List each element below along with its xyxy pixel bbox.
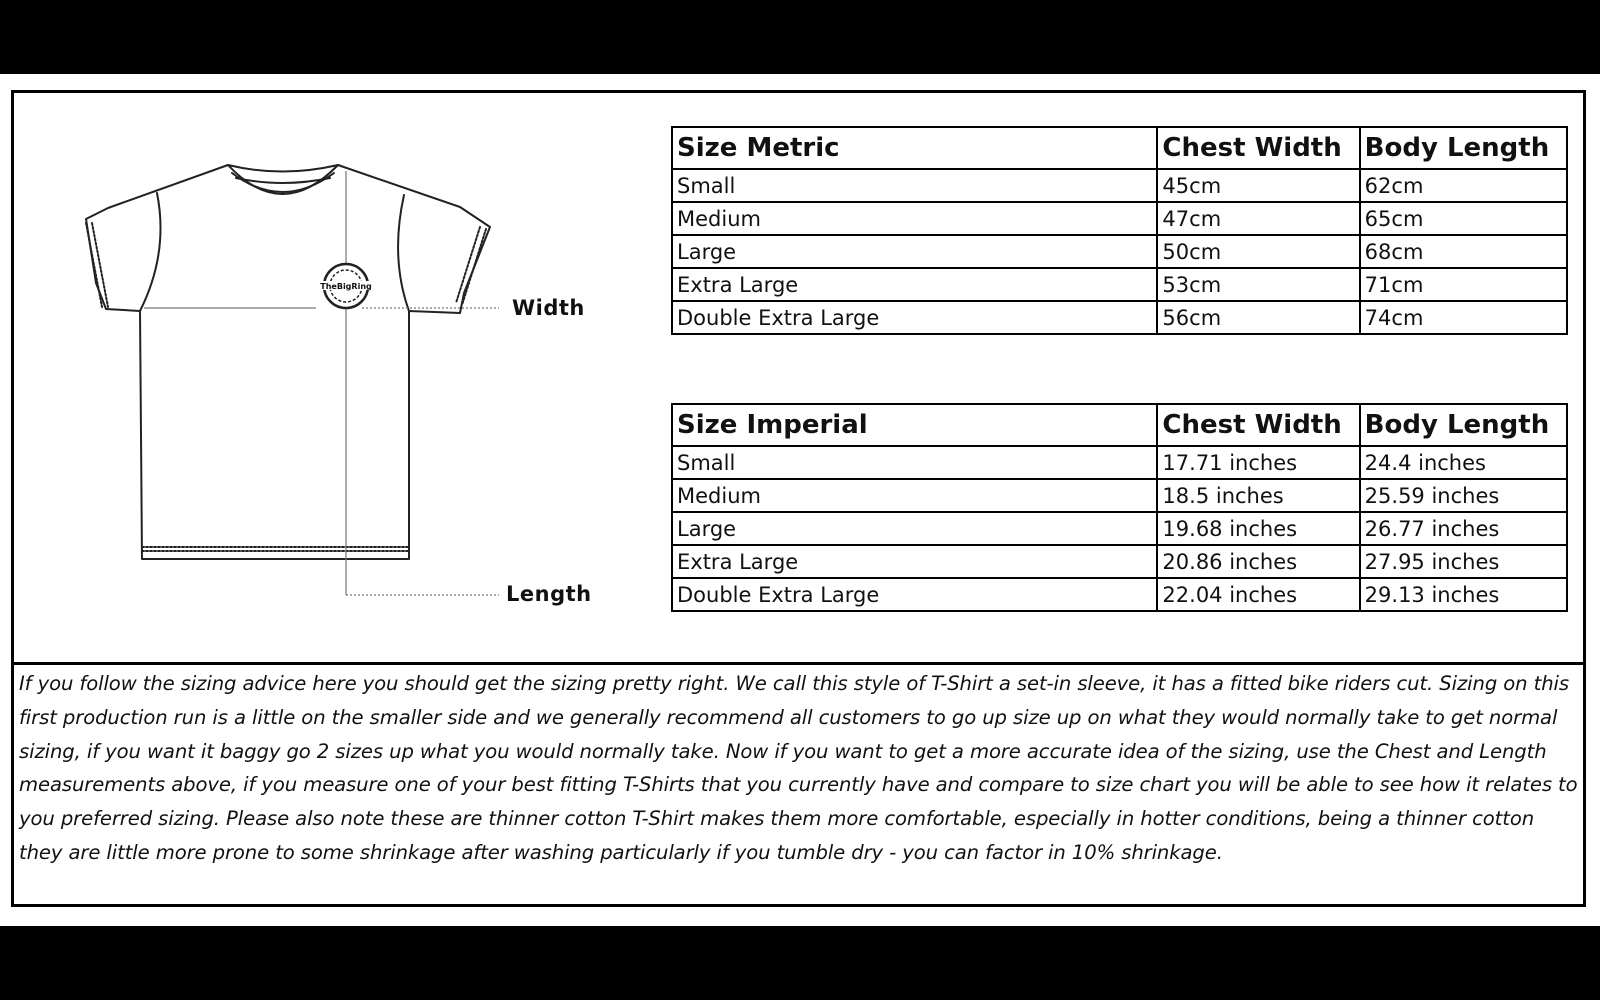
table-header-row xyxy=(672,127,1567,169)
size-cell: Double Extra Large xyxy=(672,301,1157,334)
metric-size-table xyxy=(671,126,1568,335)
table-row xyxy=(672,169,1567,202)
table-row xyxy=(672,446,1567,479)
chest-cell: 20.86 inches xyxy=(1157,545,1359,578)
size-cell: Large xyxy=(672,235,1157,268)
chest-cell: 45cm xyxy=(1157,169,1359,202)
chest-cell: 47cm xyxy=(1157,202,1359,235)
sizing-advice-text: If you follow the sizing advice here you should get the sizing pretty right. We call this style of T-Shirt a set-in sleeve, it has a fitted bike riders cut. Sizing on this first production run is a little on the smaller side and we generally recommend all customers to go up size up on what they would normally take to get normal sizing, if you want it baggy go 2 sizes up what you would normally take. Now if you want to get a more accurate idea of the sizing, use the Chest and Length measurements above, if you measure one of your best fitting T-Shirts that you currently have and compare to size chart you will be able to see how it relates to you preferred sizing. Please also note these are thinner cotton T-Shirt makes them more comfortable, especially in hotter conditions, being a thinner cotton they are little more prone to some shrinkage after washing particularly if you tumble dry - you can factor in 10% shrinkage. xyxy=(19,672,1578,864)
length-cell: 29.13 inches xyxy=(1360,578,1567,611)
length-cell: 25.59 inches xyxy=(1360,479,1567,512)
length-cell: 74cm xyxy=(1360,301,1567,334)
length-label: Length xyxy=(506,582,592,606)
table-row xyxy=(672,512,1567,545)
length-cell: 27.95 inches xyxy=(1360,545,1567,578)
brand-logo-text: TheBigRing xyxy=(320,282,372,291)
header-body-length: Body Length xyxy=(1360,127,1567,169)
letterbox-bottom xyxy=(0,926,1600,1000)
size-cell: Small xyxy=(672,446,1157,479)
size-cell: Medium xyxy=(672,479,1157,512)
chest-cell: 50cm xyxy=(1157,235,1359,268)
chest-cell: 18.5 inches xyxy=(1157,479,1359,512)
size-cell: Small xyxy=(672,169,1157,202)
size-cell: Medium xyxy=(672,202,1157,235)
table-header-row xyxy=(672,404,1567,446)
width-label: Width xyxy=(512,296,585,320)
header-size-imperial: Size Imperial xyxy=(672,404,1157,446)
chest-cell: 56cm xyxy=(1157,301,1359,334)
table-row xyxy=(672,545,1567,578)
chest-cell: 19.68 inches xyxy=(1157,512,1359,545)
table-row xyxy=(672,479,1567,512)
size-cell: Large xyxy=(672,512,1157,545)
header-chest-width: Chest Width xyxy=(1157,404,1359,446)
size-chart-canvas xyxy=(0,74,1600,926)
brand-logo xyxy=(320,264,372,308)
size-chart-frame xyxy=(11,90,1586,907)
length-cell: 65cm xyxy=(1360,202,1567,235)
letterbox-top xyxy=(0,0,1600,74)
chest-cell: 53cm xyxy=(1157,268,1359,301)
chest-cell: 22.04 inches xyxy=(1157,578,1359,611)
tshirt-outline xyxy=(86,165,490,559)
length-cell: 24.4 inches xyxy=(1360,446,1567,479)
table-row xyxy=(672,301,1567,334)
length-cell: 62cm xyxy=(1360,169,1567,202)
chest-cell: 17.71 inches xyxy=(1157,446,1359,479)
table-row xyxy=(672,235,1567,268)
length-cell: 71cm xyxy=(1360,268,1567,301)
tshirt-diagram xyxy=(44,123,624,623)
size-cell: Extra Large xyxy=(672,268,1157,301)
header-size-metric: Size Metric xyxy=(672,127,1157,169)
sizing-advice xyxy=(19,665,1579,905)
size-cell: Extra Large xyxy=(672,545,1157,578)
size-cell: Double Extra Large xyxy=(672,578,1157,611)
table-row xyxy=(672,578,1567,611)
table-row xyxy=(672,268,1567,301)
length-cell: 26.77 inches xyxy=(1360,512,1567,545)
header-chest-width: Chest Width xyxy=(1157,127,1359,169)
top-area xyxy=(14,93,1583,663)
length-cell: 68cm xyxy=(1360,235,1567,268)
header-body-length: Body Length xyxy=(1360,404,1567,446)
table-row xyxy=(672,202,1567,235)
imperial-size-table xyxy=(671,403,1568,612)
